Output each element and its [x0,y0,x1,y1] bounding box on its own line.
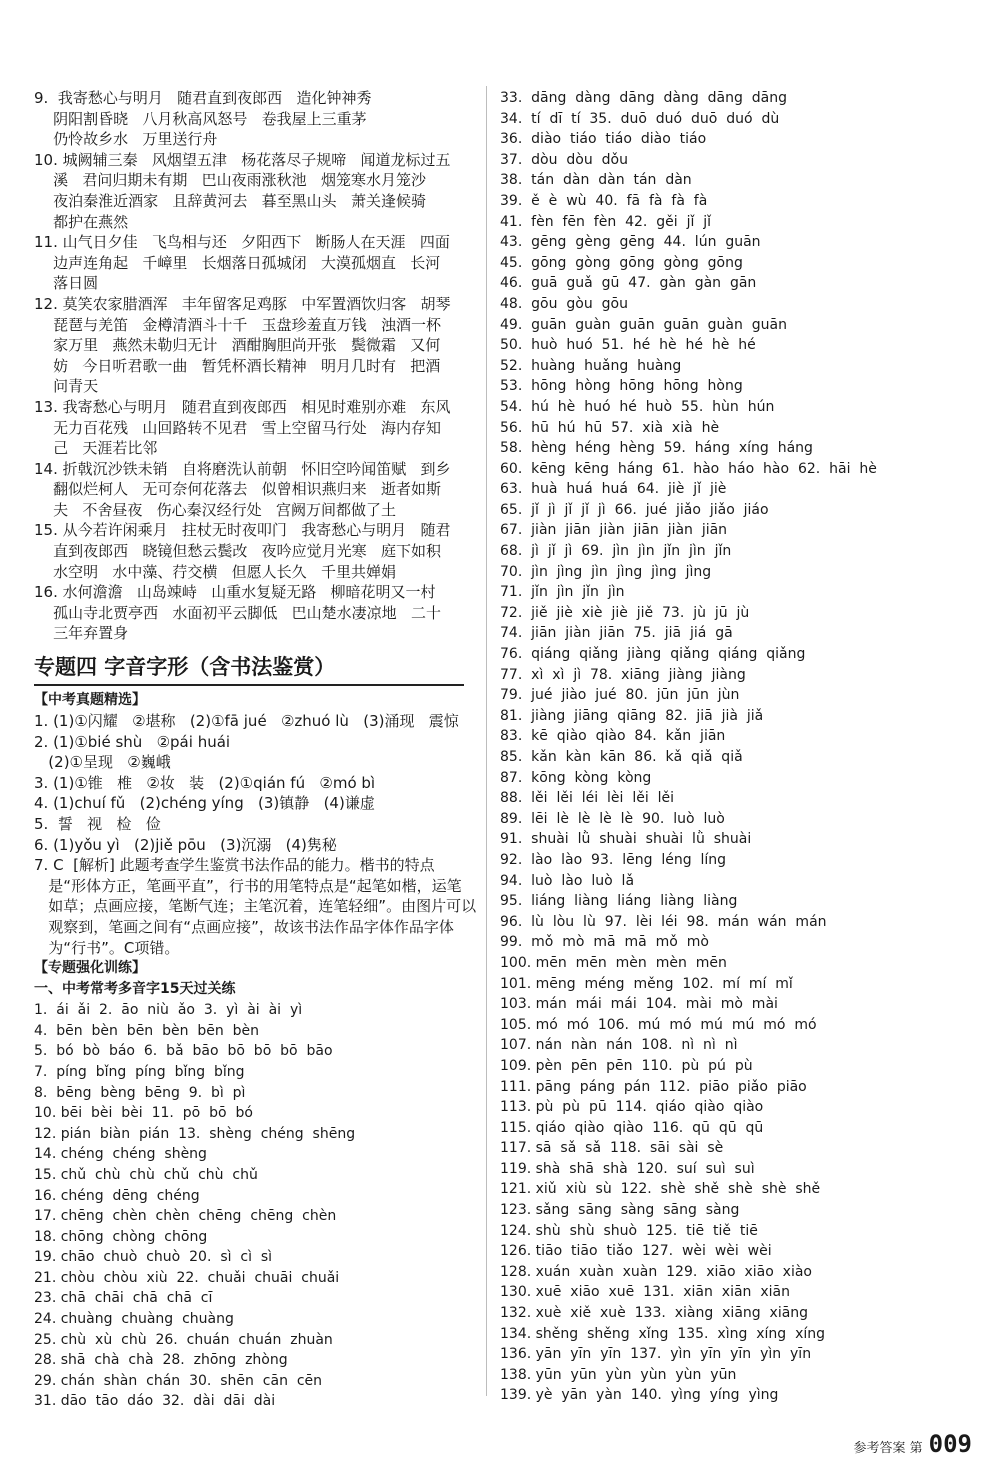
answer-line: 103. mán mái mái 104. mài mò mài [500,996,778,1013]
answer-line: 1. (1)①闪耀 ②堪称 (2)①fā jué ②zhuó lù (3)涌现 震惊 [34,712,459,731]
answer-line: 92. lào lào 93. lēng léng líng [500,851,727,868]
answer-line: 99. mǒ mò mā mā mǒ mò [500,934,709,951]
answer-line: 36. diào tiáo tiáo diào tiáo [500,131,707,148]
answer-line: 45. gōng gòng gōng gòng gōng [500,254,743,271]
answer-line: 是“形体方正，笔画平直”，行书的用笔特点是“起笔如楷，运笔 [34,876,462,895]
answer-line: 12. pián biàn pián 13. shèng chéng shēng [34,1125,356,1142]
answer-line: 48. gōu gòu gōu [500,295,628,312]
section-title: 专题四 字音字形（含书法鉴赏） [34,654,464,686]
right-column [500,88,970,1406]
answer-line: 53. hōng hòng hōng hōng hòng [500,378,743,395]
answer-line: 3. (1)①锥 椎 ②妆 装 (2)①qián fú ②mó bì [34,773,376,792]
answer-line: 5. bó bò báo 6. bǎ bāo bō bō bō bāo [34,1043,333,1060]
footer-label: 参考答案 第 [853,1441,923,1456]
answer-line: 74. jiān jiàn jiān 75. jiā jiá gā [500,625,733,642]
answer-line: 132. xuè xiě xuè 133. xiàng xiāng xiāng [500,1305,809,1322]
answer-line: 76. qiáng qiǎng jiàng qiǎng qiáng qiǎng [500,646,806,663]
answer-line: 1. ái ǎi 2. āo niù ǎo 3. yì ài ài yì [34,1002,303,1019]
subsection-exam-selection: 【中考真题精选】 [34,692,146,709]
answer-line: 56. hū hú hū 57. xià xià hè [500,419,720,436]
answer-line: 121. xiǔ xiù sù 122. shè shě shè shè shě [500,1181,821,1198]
answer-line: 夫 不舍昼夜 伤心秦汉经行处 宫阙万间都做了土 [34,500,396,519]
answer-line: 观察到，笔画之间有“点画应接”，故该书法作品字体作品字体 [34,917,454,936]
answer-line: 136. yān yīn yīn 137. yìn yīn yīn yìn yīn [500,1346,812,1363]
answer-line: 4. (1)chuí fǔ (2)chéng yíng (3)镇静 (4)谦虚 [34,794,375,813]
answer-line: 阴阳割昏晓 八月秋高风怒号 卷我屋上三重茅 [34,109,367,128]
answer-line: 15. 从今若许闲乘月 拄杖无时夜叩门 我寄愁心与明月 随君 [34,521,451,540]
answer-line: 83. kē qiào qiào 84. kǎn jiān [500,728,726,745]
answer-line: 10. bēi bèi bèi 11. pō bō bó [34,1105,253,1122]
answer-line: 60. kēng kēng háng 61. hào háo hào 62. hāi hè [500,460,877,477]
answer-line: 21. chòu chòu xiù 22. chuǎi chuāi chuǎi [34,1269,340,1286]
answer-line: 100. mēn mēn mèn mèn mēn [500,954,727,971]
answer-line: 19. chāo chuò chuò 20. sì cì sì [34,1249,273,1266]
answer-line: 96. lù lòu lù 97. lèi léi 98. mán wán mán [500,913,827,930]
answer-line: 29. chán shàn chán 30. shēn cān cēn [34,1372,323,1389]
answer-line: 孤山寺北贾亭西 水面初平云脚低 巴山楚水凄凉地 二十 [34,603,441,622]
pinyin-answers-block-left [34,1000,470,1412]
answer-line: 105. mó mó 106. mú mó mú mú mó mó [500,1016,817,1033]
answer-line: 为“行书”。C项错。 [34,938,180,957]
answer-line: 问青天 [34,377,99,396]
answer-line: 如草；点画应接，笔断气连；主笔沉着，连笔轻细”。由图片可以 [34,897,477,916]
answer-line: 138. yūn yūn yùn yùn yùn yūn [500,1366,737,1383]
answer-line: 58. hèng héng hèng 59. háng xíng háng [500,440,813,457]
answer-line: 妨 今日听君歌一曲 暂凭杯酒长精神 明月几时有 把酒 [34,356,441,375]
answer-line: 4. bēn bèn bēn bèn bēn bèn [34,1022,259,1039]
answer-line: 5. 誓 视 检 俭 [34,815,161,833]
answer-line: 85. kǎn kàn kān 86. kǎ qiǎ qiǎ [500,749,743,765]
answer-line: 109. pèn pēn pēn 110. pù pú pù [500,1057,753,1074]
left-column [34,88,477,1412]
answer-line: 溪 君问归期未有期 巴山夜雨涨秋池 烟笼寒水月笼沙 [34,171,426,190]
answer-line: 65. jǐ jì jǐ jǐ jì 66. jué jiǎo jiǎo jiáo [500,501,769,518]
answer-line: 117. sā sǎ sǎ 118. sāi sài sè [500,1140,724,1157]
answer-line: 111. pāng páng pán 112. piāo piǎo piāo [500,1078,807,1095]
answer-line: 家万里 燕然未勒归无计 酒酣胸胆尚开张 鬓微霜 又何 [34,336,441,355]
answer-line: 95. liáng liàng liáng liàng liàng [500,893,738,910]
answer-line: 107. nán nàn nán 108. nì nì nì [500,1037,738,1054]
answer-line: 边声连角起 千嶂里 长烟落日孤城闭 大漠孤烟直 长河 [34,253,441,272]
answer-line: 14. 折戟沉沙铁未销 自将磨洗认前朝 怀旧空吟闻笛赋 到乡 [34,459,451,478]
answer-line: 77. xì xì jì 78. xiāng jiàng jiàng [500,666,746,683]
answer-line: 123. sǎng sāng sàng sāng sàng [500,1202,740,1219]
answer-line: 49. guān guàn guān guān guàn guān [500,316,787,333]
answer-line: 仍怜故乡水 万里送行舟 [34,130,218,149]
answer-line: 落日圆 [34,274,99,293]
answer-line: 50. huò huó 51. hé hè hé hè hé [500,337,756,354]
answer-line: 直到夜郎西 晓镜但愁云鬓改 夜吟应觉月光寒 庭下如积 [34,542,441,561]
answer-line: 89. lēi lè lè lè lè 90. luò luò [500,810,725,827]
answer-line: 124. shù shù shuò 125. tiē tiě tiē [500,1222,758,1239]
answer-line: 70. jìn jìng jìn jìng jìng jìng [500,563,712,580]
answer-line: 2. (1)①bié shù ②pái huái [34,732,231,751]
answer-line: 16. chéng dēng chéng [34,1187,200,1204]
answer-line: 13. 我寄愁心与明月 随君直到夜郎西 相见时难别亦难 东风 [34,397,451,416]
answer-line: 17. chēng chèn chèn chēng chēng chèn [34,1208,337,1225]
answer-line: 34. tí dī tí 35. duō duó duō duó dù [500,110,780,127]
answer-line: 33. dāng dàng dāng dàng dāng dāng [500,90,788,106]
subsection-polyphonic-characters: 一、中考常考多音字15天过关练 [34,981,236,998]
poem-answers-block [34,88,470,644]
answer-line: 72. jiě jiè xiè jiè jiě 73. jù jū jù [500,604,750,621]
answer-line: 37. dòu dòu dǒu [500,151,628,168]
answer-line: 67. jiàn jiān jiàn jiān jiàn jiān [500,522,728,539]
answer-line: 琵琶与羌笛 金樽清酒斗十千 玉盘珍羞直万钱 浊酒一杯 [34,315,441,334]
answer-line: 119. shà shā shà 120. suí suì suì [500,1160,755,1177]
answer-line: 28. shā chà chà 28. zhōng zhòng [34,1352,288,1369]
answer-line: 10. 城阙辅三秦 风烟望五津 杨花落尽子规啼 闻道龙标过五 [34,150,451,169]
answer-line: 7. C [解析] 此题考查学生鉴赏书法作品的能力。楷书的特点 [34,856,435,875]
answer-line: 水空明 水中藻、荇交横 但愿人长久 千里共婵娟 [34,562,396,581]
answer-line: 14. chéng chéng shèng [34,1146,207,1163]
answer-line: 38. tán dàn dàn tán dàn [500,172,692,189]
answer-line: 87. kōng kòng kòng [500,769,652,786]
answer-line: 己 天涯若比邻 [34,439,158,458]
answer-line: 18. chōng chòng chōng [34,1228,208,1245]
answer-line: 134. shěng shěng xǐng 135. xìng xíng xíng [500,1325,826,1342]
answer-line: 39. ě è wù 40. fā fà fà fà [500,192,708,209]
page-footer [854,1430,973,1458]
answer-line: 43. gēng gèng gēng 44. lún guān [500,234,761,251]
answer-line: (2)①呈现 ②巍峨 [34,753,171,772]
answer-line: 54. hú hè huó hé huò 55. hùn hún [500,398,775,415]
pinyin-answers-block-right [500,88,970,1406]
answer-line: 6. (1)yǒu yì (2)jiě pōu (3)沉溺 (4)隽秘 [34,835,337,854]
answer-line: 113. pù pù pū 114. qiáo qiào qiào [500,1099,764,1116]
answer-line: 71. jǐn jìn jǐn jìn [500,584,625,601]
answer-line: 128. xuán xuàn xuàn 129. xiāo xiāo xiào [500,1263,812,1280]
answer-line: 16. 水何澹澹 山岛竦峙 山重水复疑无路 柳暗花明又一村 [34,583,436,602]
page-number: 009 [928,1430,972,1458]
answer-line: 夜泊秦淮近酒家 且辞黄河去 暮至黑山头 萧关逢候骑 [34,191,426,210]
answer-line: 130. xuē xiāo xuē 131. xiān xiān xiān [500,1284,790,1301]
answer-line: 11. 山气日夕佳 飞鸟相与还 夕阳西下 断肠人在天涯 四面 [34,233,450,252]
answer-line: 8. bēng bèng bēng 9. bì pì [34,1084,246,1101]
answer-line: 94. luò lào luò lǎ [500,872,635,889]
answer-line: 23. chā chāi chā chā cī [34,1290,213,1307]
answer-line: 68. jì jǐ jì 69. jìn jìn jǐn jìn jǐn [500,543,732,560]
answer-line: 翻似烂柯人 无可奈何花落去 似曾相识燕归来 逝者如斯 [34,480,441,499]
answer-line: 41. fèn fēn fèn 42. gěi jǐ jǐ [500,213,712,230]
answer-line: 三年弃置身 [34,624,129,643]
exam-answers-block [34,711,477,958]
answer-line: 139. yè yān yàn 140. yìng yíng yìng [500,1387,779,1404]
column-divider [486,86,487,1396]
subsection-intensive-training: 【专题强化训练】 [34,960,146,977]
answer-line: 52. huàng huǎng huàng [500,357,682,374]
answer-line: 25. chù xù chù 26. chuán chuán zhuàn [34,1331,333,1348]
answer-line: 79. jué jiào jué 80. jūn jūn jùn [500,687,740,704]
answer-line: 115. qiáo qiào qiào 116. qū qū qū [500,1119,764,1136]
answer-line: 无力百花残 山回路转不见君 雪上空留马行处 海内存知 [34,418,441,437]
answer-line: 88. lěi lěi léi lèi lěi lěi [500,790,675,807]
answer-line: 81. jiàng jiāng qiāng 82. jiā jià jiǎ [500,707,764,724]
answer-line: 101. mēng méng měng 102. mí mí mǐ [500,975,793,992]
answer-line: 都护在燕然 [34,212,129,231]
answer-line: 12. 莫笑农家腊酒浑 丰年留客足鸡豚 中军置酒饮归客 胡琴 [34,294,451,313]
answer-line: 63. huà huá huá 64. jiè jǐ jiè [500,481,727,498]
answer-line: 91. shuài lǜ shuài shuài lǜ shuài [500,831,752,848]
answer-line: 24. chuàng chuàng chuàng [34,1311,234,1328]
answer-line: 15. chǔ chù chù chǔ chù chǔ [34,1166,258,1183]
answer-line: 9. 我寄愁心与明月 随君直到夜郎西 造化钟神秀 [34,89,372,107]
answer-line: 126. tiāo tiāo tiǎo 127. wèi wèi wèi [500,1243,772,1260]
answer-line: 31. dāo tāo dáo 32. dài dāi dài [34,1393,276,1410]
answer-line: 46. guā guǎ gū 47. gàn gàn gān [500,275,757,292]
answer-line: 7. píng bǐng píng bǐng bǐng [34,1063,245,1080]
